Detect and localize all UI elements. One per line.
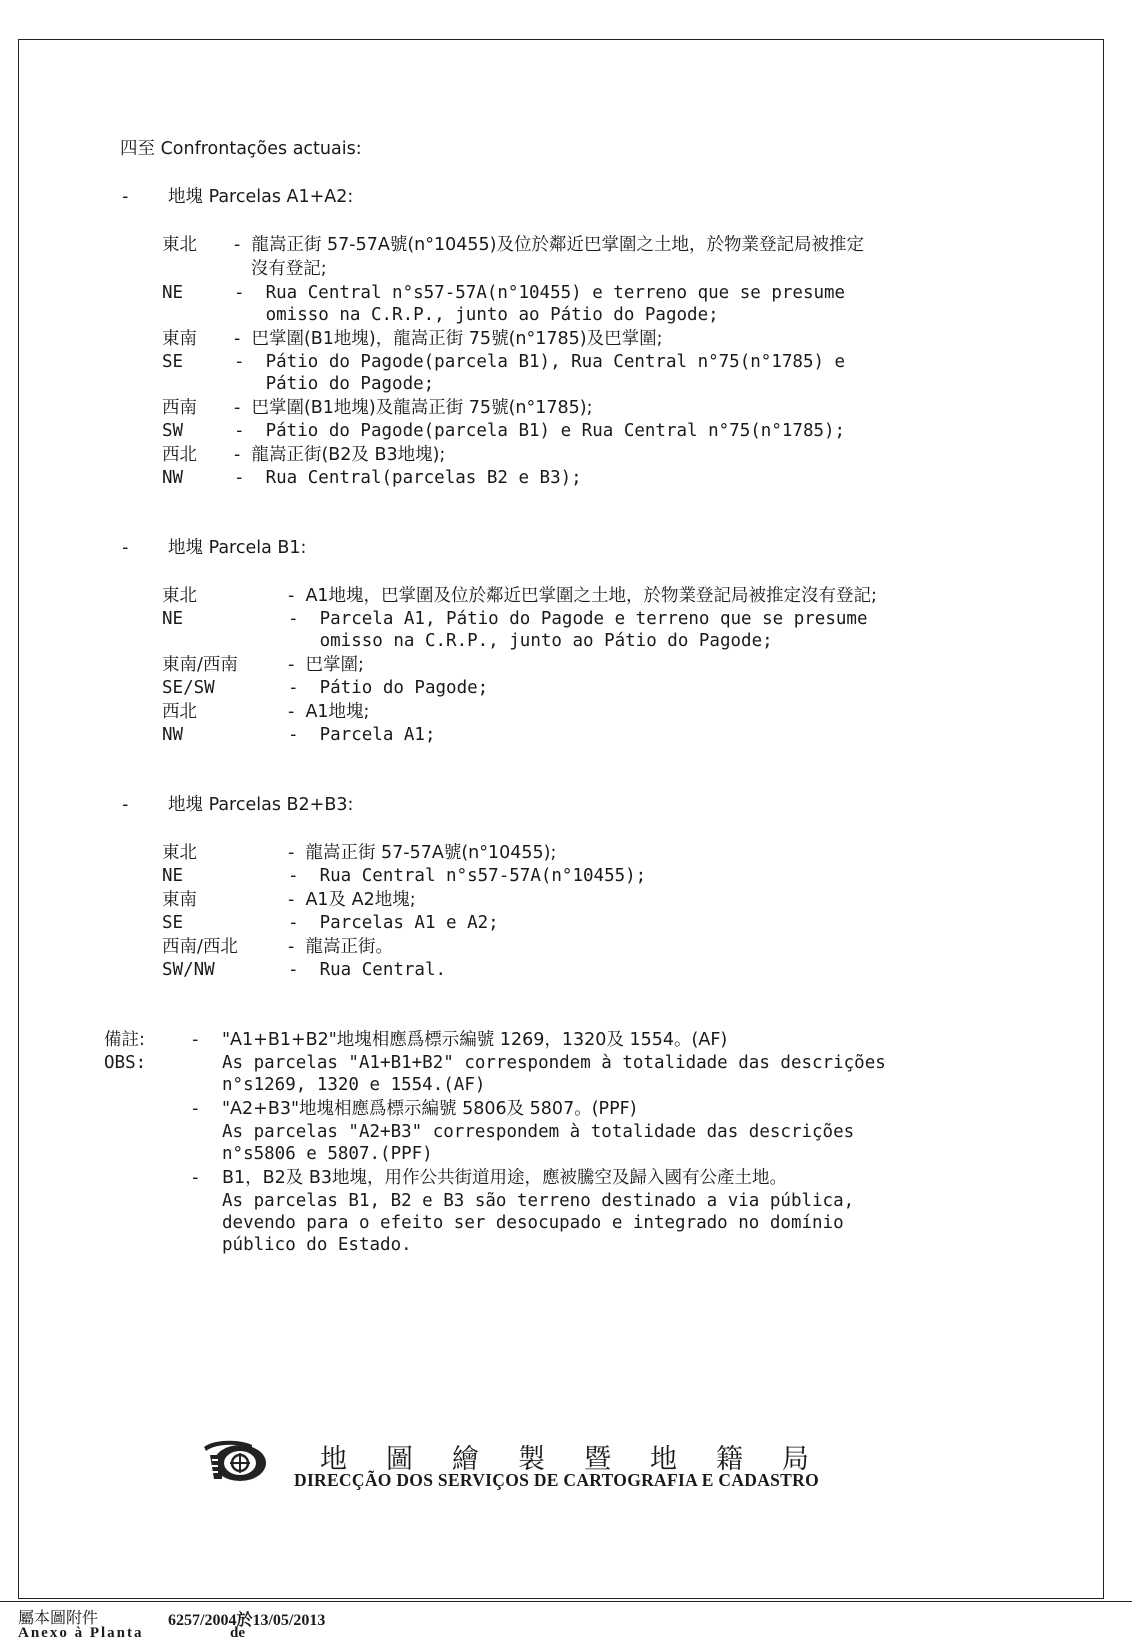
boundary-text: - Rua Central. [288, 960, 447, 980]
notes-label-pt: OBS: [104, 1053, 147, 1073]
section-title: 地塊 Parcela B1: [168, 538, 307, 558]
note-line: n°s5806 e 5807.(PPF) [222, 1144, 433, 1164]
note-bullet: - [190, 1030, 201, 1050]
direction-label: 西南 [162, 398, 197, 418]
boundary-text: Pátio do Pagode; [234, 374, 435, 394]
footer-divider [0, 1601, 1132, 1602]
boundary-text: - 龍嵩正街(B2及 B3地塊); [234, 445, 446, 465]
footer-label-cn: 屬本圖附件 [18, 1608, 99, 1627]
boundary-text: - 龍嵩正街。 [288, 937, 393, 957]
note-line: público do Estado. [222, 1235, 412, 1255]
footer-ref: 6257/2004於13/05/2013 [168, 1612, 326, 1629]
note-bullet: - [190, 1168, 201, 1188]
boundary-text: - 龍嵩正街 57-57A號(n°10455); [288, 843, 557, 863]
direction-label: 西南/西北 [162, 937, 238, 957]
boundary-text: omisso na C.R.P., junto ao Pátio do Pagode; [288, 631, 773, 651]
boundary-text: omisso na C.R.P., junto ao Pátio do Pagode; [234, 305, 719, 325]
boundary-text: - Pátio do Pagode; [288, 678, 489, 698]
heading: 四至 Confrontações actuais: [120, 139, 362, 159]
direction-label: 東北 [162, 235, 197, 255]
direction-label: 東南 [162, 890, 197, 910]
note-line: "A2+B3"地塊相應爲標示編號 5806及 5807。(PPF) [222, 1099, 637, 1119]
direction-label: 東北 [162, 586, 197, 606]
boundary-text: - 巴掌圍; [288, 655, 364, 675]
boundary-text: - Pátio do Pagode(parcela B1) e Rua Central n°75(n°1785); [234, 421, 846, 441]
boundary-text: - A1地塊; [288, 702, 370, 722]
note-line: As parcelas "A2+B3" correspondem à totalidade das descrições [222, 1122, 855, 1142]
direction-label: NE [162, 283, 184, 303]
note-line: "A1+B1+B2"地塊相應爲標示編號 1269，1320及 1554。(AF) [222, 1030, 728, 1050]
note-line: devendo para o efeito ser desocupado e integrado no domínio [222, 1213, 844, 1233]
note-line: B1，B2及 B3地塊，用作公共街道用途，應被騰空及歸入國有公產土地。 [222, 1168, 787, 1188]
direction-label: SE [162, 352, 184, 372]
boundary-text: - Parcela A1; [288, 725, 436, 745]
boundary-text: - Rua Central n°s57-57A(n°10455) e terreno que se presume [234, 283, 846, 303]
boundary-text: - Rua Central n°s57-57A(n°10455); [288, 866, 647, 886]
section-bullet: - [120, 538, 131, 558]
direction-label: NE [162, 866, 184, 886]
footer-label-pt: Anexo à Planta [18, 1625, 144, 1641]
section-title: 地塊 Parcelas B2+B3: [168, 795, 354, 815]
boundary-text: - 巴掌圍(B1地塊)及龍嵩正街 75號(n°1785); [234, 398, 593, 418]
direction-label: SW [162, 421, 184, 441]
boundary-text: - Parcelas A1 e A2; [288, 913, 499, 933]
direction-label: 東北 [162, 843, 197, 863]
note-bullet: - [190, 1099, 201, 1119]
direction-label: SE [162, 913, 184, 933]
boundary-text: - 巴掌圍(B1地塊)，龍嵩正街 75號(n°1785)及巴掌圍; [234, 329, 663, 349]
dscc-logo-icon [200, 1437, 276, 1485]
direction-label: 東南 [162, 329, 197, 349]
boundary-text: - Pátio do Pagode(parcela B1), Rua Central n°75(n°1785) e [234, 352, 846, 372]
footer-de: de [230, 1625, 245, 1641]
direction-label: 東南/西南 [162, 655, 238, 675]
note-line: As parcelas B1, B2 e B3 são terreno destinado a via pública, [222, 1191, 855, 1211]
agency-name-cn: 地圖繪製暨地籍局 [320, 1444, 848, 1475]
note-line: n°s1269, 1320 e 1554.(AF) [222, 1075, 486, 1095]
boundary-text: - Parcela A1, Pátio do Pagode e terreno que se presume [288, 609, 868, 629]
boundary-text: - A1及 A2地塊; [288, 890, 416, 910]
boundary-text: - A1地塊，巴掌圍及位於鄰近巴掌圍之土地，於物業登記局被推定沒有登記; [288, 586, 877, 606]
direction-label: NE [162, 609, 184, 629]
note-line: As parcelas "A1+B1+B2" correspondem à totalidade das descrições [222, 1053, 886, 1073]
direction-label: SE/SW [162, 678, 215, 698]
section-title: 地塊 Parcelas A1+A2: [168, 187, 354, 207]
direction-label: NW [162, 468, 184, 488]
section-bullet: - [120, 187, 131, 207]
direction-label: 西北 [162, 702, 197, 722]
section-bullet: - [120, 795, 131, 815]
direction-label: SW/NW [162, 960, 215, 980]
direction-label: 西北 [162, 445, 197, 465]
boundary-text: - Rua Central(parcelas B2 e B3); [234, 468, 582, 488]
boundary-text: 沒有登記; [234, 259, 327, 279]
agency-name-pt: DIRECÇÃO DOS SERVIÇOS DE CARTOGRAFIA E CADASTRO [294, 1470, 819, 1490]
direction-label: NW [162, 725, 184, 745]
boundary-text: - 龍嵩正街 57-57A號(n°10455)及位於鄰近巴掌圍之土地，於物業登記局被推定 [234, 235, 864, 255]
notes-label-cn: 備註: [104, 1030, 145, 1050]
